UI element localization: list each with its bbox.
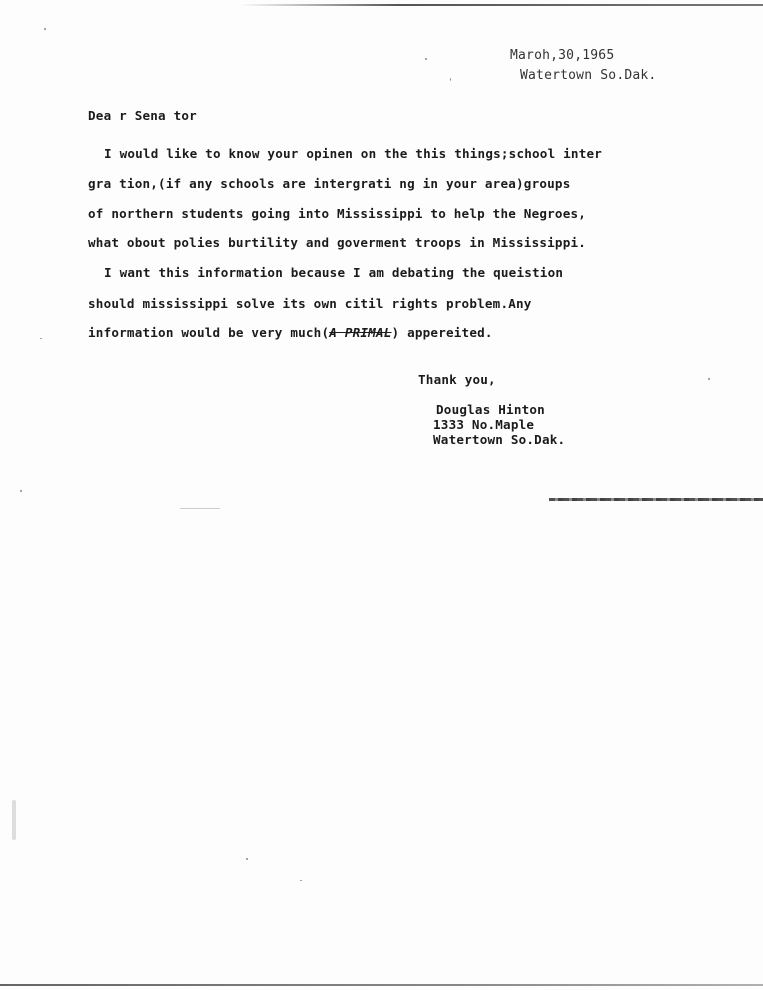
body-line-4: what obout polies burtility and goverment troops in Mississippi. (88, 235, 587, 250)
body-line-7 (88, 325, 493, 340)
body-line-2: gra tion,(if any schools are intergrati ng in your area)groups (88, 176, 571, 191)
letter-place: Watertown So.Dak. (520, 68, 657, 83)
typed-rule (549, 498, 763, 501)
letter-salutation: Dea r Sena tor (88, 108, 197, 123)
signature-street: 1333 No.Maple (433, 417, 535, 432)
paper-speck (300, 880, 302, 881)
body-line-7-end: ) appereited. (391, 325, 493, 340)
paper-speck (246, 858, 248, 860)
paper-speck (450, 78, 451, 81)
signature-city: Watertown So.Dak. (433, 432, 566, 447)
body-line-5: I want this information because I am debating the queistion (104, 265, 564, 280)
paper-speck (425, 58, 427, 60)
letter-date: Maroh,30,1965 (510, 48, 615, 63)
body-line-6: should mississippi solve its own citil rights problem.Any (88, 296, 532, 311)
struck-out-text: A PRIMAL (329, 325, 392, 340)
body-line-1: I would like to know your opinen on the this things;school inter (104, 146, 603, 161)
paper-speck (44, 28, 46, 30)
signature-name: Douglas Hinton (436, 402, 545, 417)
page-top-edge (240, 4, 763, 6)
paper-speck (40, 338, 42, 339)
body-line-7-start: information would be very much( (88, 325, 330, 340)
paper-speck (180, 508, 220, 509)
letter-closing: Thank you, (418, 372, 496, 387)
body-line-3: of northern students going into Mississippi to help the Negroes, (88, 206, 587, 221)
paper-speck (708, 378, 710, 380)
page-bottom-edge (0, 984, 763, 986)
paper-speck (20, 490, 22, 492)
paper-speck (12, 800, 16, 840)
